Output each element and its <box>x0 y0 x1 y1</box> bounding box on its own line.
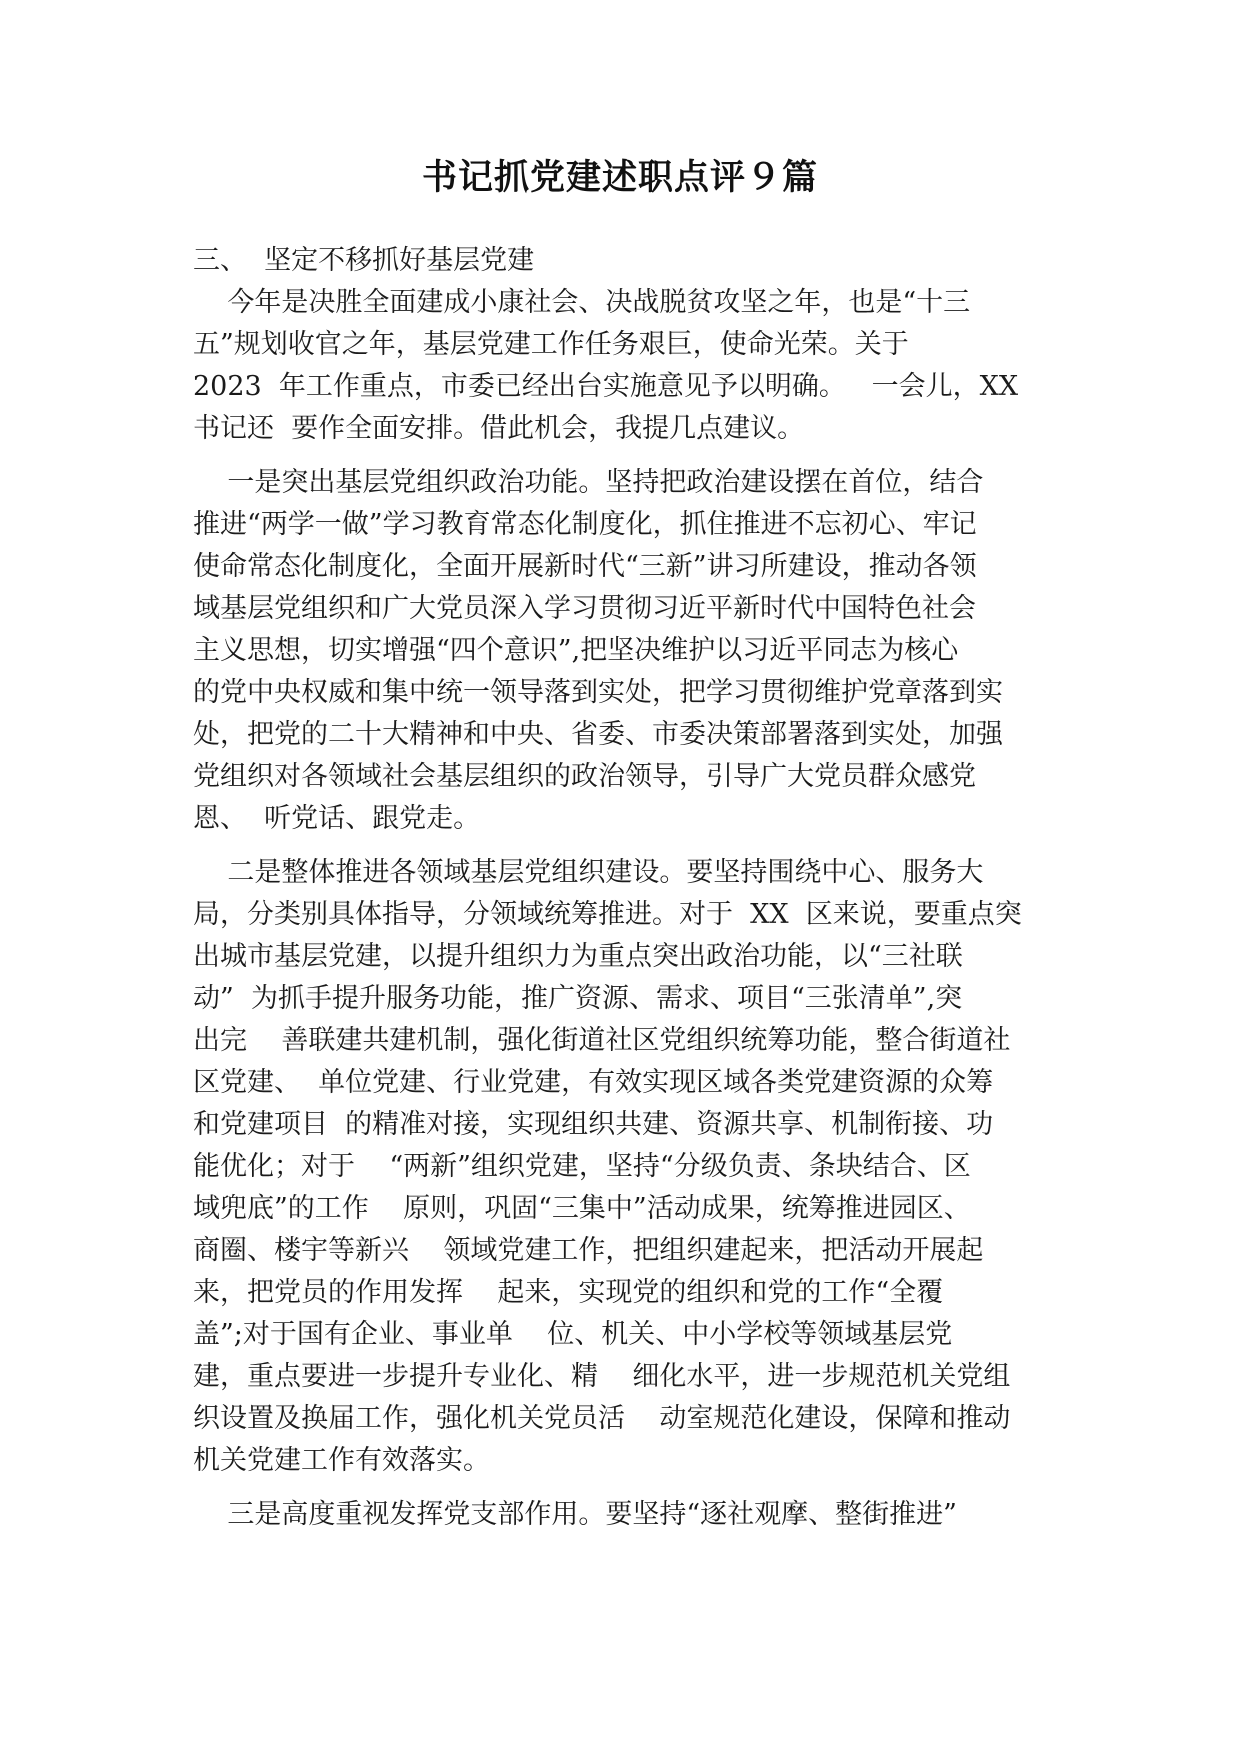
text-line: 处，把党的二十大精神和中央、省委、市委决策部署落到实处，加强 <box>193 719 1003 750</box>
text-line: 和党建项目 的精准对接，实现组织共建、资源共享、机制衔接、功 <box>193 1109 994 1140</box>
text-line: 来，把党员的作用发挥 起来，实现党的组织和党的工作“全覆 <box>193 1277 944 1308</box>
document-title: 书记抓党建述职点评９篇 <box>421 158 818 198</box>
text-line: 盖”;对于国有企业、事业单 位、机关、中小学校等领域基层党 <box>193 1319 953 1350</box>
text-line: 主义思想，切实增强“四个意识”,把坚决维护以习近平同志为核心 <box>193 635 959 666</box>
paragraph-1 <box>193 282 1073 450</box>
text-line: 动” 为抓手提升服务功能，推广资源、需求、项目“三张清单”,突 <box>193 983 963 1014</box>
text-line: 五”规划收官之年，基层党建工作任务艰巨，使命光荣。关于 <box>193 329 909 360</box>
document-body <box>193 240 1073 1536</box>
text-line: 今年是决胜全面建成小康社会、决战脱贫攻坚之年，也是“十三 <box>193 287 971 318</box>
text-line: 区党建、 单位党建、行业党建，有效实现区域各类党建资源的众筹 <box>193 1067 994 1098</box>
text-line: 党组织对各领域社会基层组织的政治领导，引导广大党员群众感党 <box>193 761 976 792</box>
text-line: 出完 善联建共建机制，强化街道社区党组织统筹功能，整合街道社 <box>193 1025 1011 1056</box>
text-line: 出城市基层党建，以提升组织力为重点突出政治功能，以“三社联 <box>193 941 963 972</box>
text-line: 的党中央权威和集中统一领导落到实处，把学习贯彻维护党章落到实 <box>193 677 1003 708</box>
text-line: 二是整体推进各领域基层党组织建设。要坚持围绕中心、服务大 <box>193 857 984 888</box>
text-line: 局，分类别具体指导，分领域统筹推进。对于 XX 区来说，要重点突 <box>193 899 1022 930</box>
text-line: 一是突出基层党组织政治功能。坚持把政治建设摆在首位，结合 <box>193 467 984 498</box>
text-line: 推进“两学一做”学习教育常态化制度化，抓住推进不忘初心、牢记 <box>193 509 977 540</box>
text-line: 能优化；对于 “两新”组织党建，坚持“分级负责、条块结合、区 <box>193 1151 971 1182</box>
section-heading: 三、 坚定不移抓好基层党建 <box>193 245 535 276</box>
text-line: 域兜底”的工作 原则，巩固“三集中”活动成果，统筹推进园区、 <box>193 1193 971 1224</box>
paragraph-4 <box>193 1494 1073 1536</box>
text-line: 商圈、楼宇等新兴 领域党建工作，把组织建起来，把活动开展起 <box>193 1235 984 1266</box>
paragraph-2 <box>193 462 1073 840</box>
text-line: 域基层党组织和广大党员深入学习贯彻习近平新时代中国特色社会 <box>193 593 976 624</box>
text-line: 使命常态化制度化，全面开展新时代“三新”讲习所建设，推动各领 <box>193 551 977 582</box>
text-line: 恩、 听党话、跟党走。 <box>193 803 481 834</box>
text-line: 书记还 要作全面安排。借此机会，我提几点建议。 <box>193 413 805 444</box>
paragraph-3 <box>193 852 1073 1482</box>
text-line: 2023 年工作重点，市委已经出台实施意见予以明确。 一会儿，XX <box>193 371 1019 402</box>
text-line: 建，重点要进一步提升专业化、精 细化水平，进一步规范机关党组 <box>193 1361 1011 1392</box>
text-line: 三是高度重视发挥党支部作用。要坚持“逐社观摩、整街推进” <box>193 1499 957 1530</box>
text-line: 机关党建工作有效落实。 <box>193 1445 490 1476</box>
text-line: 织设置及换届工作，强化机关党员活 动室规范化建设，保障和推动 <box>193 1403 1011 1434</box>
